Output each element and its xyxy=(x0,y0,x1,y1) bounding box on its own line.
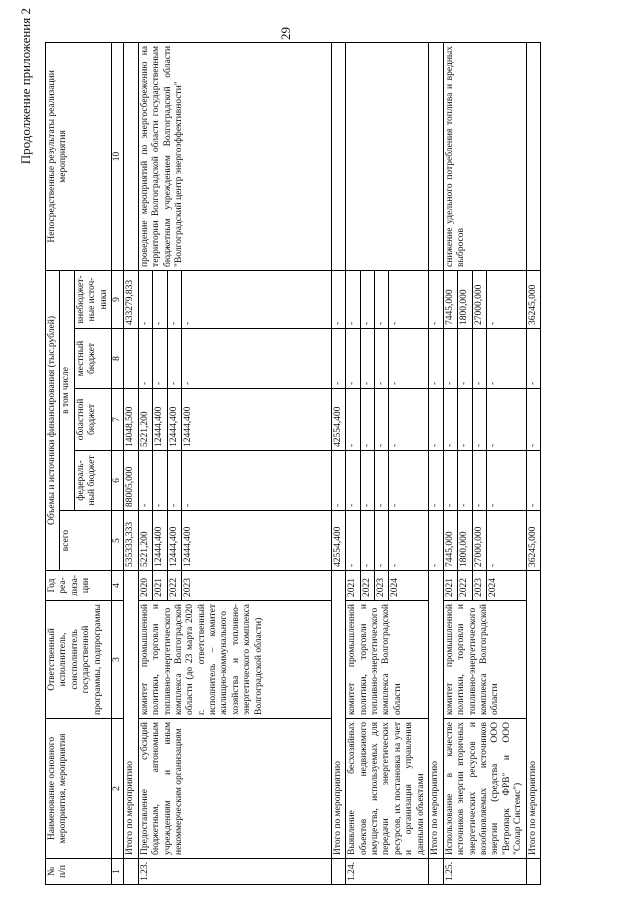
year-cell: 2023 xyxy=(181,571,331,601)
total-label: Итого по мероприятию xyxy=(429,571,443,859)
col-index: 2 xyxy=(111,719,123,859)
local-cell: - xyxy=(458,329,472,389)
header-num: № п/п xyxy=(46,859,112,885)
total-cell: - xyxy=(360,511,374,571)
regional-cell: 14048,500 xyxy=(124,389,138,451)
header-federal: федераль-ный бюджет xyxy=(74,451,111,511)
total-cell: 535333,333 xyxy=(124,511,138,571)
offbudget-cell: - xyxy=(153,270,167,328)
federal-cell: - xyxy=(487,451,527,511)
header-total: всего xyxy=(60,511,112,571)
local-cell: - xyxy=(443,329,457,389)
row-num: 1.25. xyxy=(443,859,526,885)
table-wrapper xyxy=(45,15,541,885)
total-cell: 12444,400 xyxy=(167,511,181,571)
offbudget-cell: - xyxy=(375,270,389,328)
offbudget-cell: 36245,000 xyxy=(527,270,541,328)
year-cell: 2021 xyxy=(346,571,360,601)
total-label: Итого по мероприятию xyxy=(331,571,345,859)
offbudget-cell: 27000,000 xyxy=(472,270,486,328)
total-cell: - xyxy=(375,511,389,571)
total-label: Итого по мероприятию xyxy=(124,571,138,859)
year-cell: 2021 xyxy=(153,571,167,601)
regional-cell: - xyxy=(458,389,472,451)
row-num: 1.24. xyxy=(346,859,429,885)
year-cell: 2022 xyxy=(360,571,374,601)
local-cell: - xyxy=(138,329,152,389)
measure-name: Использование в качестве источников энергии вторичных энергетических ресурсов и возобновляемых источников энергии (средства ООО "Ветропарк ФРВ" и ООО "Солар Системс") xyxy=(443,719,526,859)
federal-cell: - xyxy=(375,451,389,511)
header-results: Непосредственные результаты реализации мероприятия xyxy=(46,42,112,270)
offbudget-cell: - xyxy=(167,270,181,328)
total-cell: - xyxy=(487,511,527,571)
col-index: 4 xyxy=(111,571,123,601)
federal-cell: - xyxy=(167,451,181,511)
offbudget-cell: 433279,833 xyxy=(124,270,138,328)
total-cell: 12444,400 xyxy=(153,511,167,571)
total-label: Итого по мероприятию xyxy=(527,571,541,859)
federal-cell: - xyxy=(331,451,345,511)
header-responsible: Ответственный исполнитель, соисполнитель государственной программы, подпрограммы xyxy=(46,601,112,719)
offbudget-cell: - xyxy=(429,270,443,328)
col-index: 6 xyxy=(111,451,123,511)
continuation-caption: Продолжение приложения 2 xyxy=(18,8,33,165)
offbudget-cell: - xyxy=(331,270,345,328)
year-cell: 2020 xyxy=(138,571,152,601)
federal-cell: - xyxy=(429,451,443,511)
federal-cell: - xyxy=(472,451,486,511)
regional-cell: - xyxy=(487,389,527,451)
year-cell: 2024 xyxy=(389,571,429,601)
federal-cell: - xyxy=(527,451,541,511)
responsible-cell: комитет промышленной политики, торговли и топливно-энергетического комплекса Волгоградской области xyxy=(443,601,526,719)
col-index: 5 xyxy=(111,511,123,571)
total-cell: - xyxy=(389,511,429,571)
regional-cell: - xyxy=(429,389,443,451)
result-cell: снижение удельного потребления топлива и вредных выбросов xyxy=(443,42,526,270)
table-row xyxy=(331,42,345,884)
offbudget-cell: 1800,000 xyxy=(458,270,472,328)
col-index: 8 xyxy=(111,329,123,389)
total-cell: 5221,200 xyxy=(138,511,152,571)
table-row xyxy=(138,42,152,884)
col-index: 10 xyxy=(111,42,123,270)
year-cell: 2022 xyxy=(167,571,181,601)
header-name: Наименование основного мероприятия, мероприятия xyxy=(46,719,112,859)
regional-cell: - xyxy=(346,389,360,451)
funding-table xyxy=(45,42,541,885)
total-cell: - xyxy=(346,511,360,571)
header-including: в том числе xyxy=(60,270,74,510)
table-row xyxy=(527,42,541,884)
col-index: 9 xyxy=(111,270,123,328)
offbudget-cell: 7445,000 xyxy=(443,270,457,328)
regional-cell: - xyxy=(389,389,429,451)
total-cell: 1800,000 xyxy=(458,511,472,571)
federal-cell: - xyxy=(181,451,331,511)
local-cell: - xyxy=(331,329,345,389)
offbudget-cell: - xyxy=(346,270,360,328)
offbudget-cell: - xyxy=(138,270,152,328)
col-index: 3 xyxy=(111,601,123,719)
header-local: местный бюджет xyxy=(74,329,111,389)
offbudget-cell: - xyxy=(487,270,527,328)
total-cell: - xyxy=(429,511,443,571)
local-cell: - xyxy=(346,329,360,389)
header-funding: Объемы и источники финансирования (тыс.рублей) xyxy=(46,270,60,570)
regional-cell: 12444,400 xyxy=(153,389,167,451)
offbudget-cell: - xyxy=(389,270,429,328)
local-cell: - xyxy=(167,329,181,389)
local-cell: - xyxy=(181,329,331,389)
local-cell: - xyxy=(429,329,443,389)
col-index: 1 xyxy=(111,859,123,885)
local-cell: - xyxy=(153,329,167,389)
regional-cell: 12444,400 xyxy=(167,389,181,451)
result-cell xyxy=(346,42,429,270)
federal-cell: - xyxy=(360,451,374,511)
local-cell xyxy=(124,329,138,389)
measure-name: Предоставление субсидий бюджетным, автономным учреждениям и иным некоммерческим организациям xyxy=(138,719,331,859)
year-cell: 2024 xyxy=(487,571,527,601)
result-cell: проведение мероприятий по энергосбережению на территории Волгоградской области государственным бюджетным учреждением Волгоградской области "Волгоградский центр энергоэффективности" xyxy=(138,42,331,270)
local-cell: - xyxy=(487,329,527,389)
total-cell: 27000,000 xyxy=(472,511,486,571)
federal-cell: - xyxy=(138,451,152,511)
federal-cell: - xyxy=(346,451,360,511)
federal-cell: - xyxy=(443,451,457,511)
local-cell: - xyxy=(527,329,541,389)
federal-cell: - xyxy=(153,451,167,511)
table-row xyxy=(124,42,138,884)
header-year: Год реа-лиза-ции xyxy=(46,571,112,601)
offbudget-cell: - xyxy=(181,270,331,328)
row-num: 1.23. xyxy=(138,859,331,885)
federal-cell: - xyxy=(389,451,429,511)
federal-cell: 88005,000 xyxy=(124,451,138,511)
responsible-cell: комитет промышленной политики, торговли и топливно-энергетического комплекса Волгоградской области (до 23 марта 2020 г. ответственный исполнитель – комитет жилищно-коммунального хозяйства и топливно-энергетического комплекса Волгоградской области) xyxy=(138,601,331,719)
regional-cell: - xyxy=(527,389,541,451)
measure-name: Выявление бесхозяйных объектов недвижимого имущества, используемых для передачи энергетических ресурсов, их постановка на учет и организация управления данными объектами xyxy=(346,719,429,859)
total-cell: 7445,000 xyxy=(443,511,457,571)
responsible-cell: комитет промышленной политики, торговли и топливно-энергетического комплекса Волгоградской области xyxy=(346,601,429,719)
total-cell: 12444,400 xyxy=(181,511,331,571)
offbudget-cell: - xyxy=(360,270,374,328)
regional-cell: - xyxy=(375,389,389,451)
local-cell: - xyxy=(360,329,374,389)
local-cell: - xyxy=(375,329,389,389)
regional-cell: 5221,200 xyxy=(138,389,152,451)
federal-cell: - xyxy=(458,451,472,511)
regional-cell: 42554,400 xyxy=(331,389,345,451)
table-row xyxy=(443,42,457,884)
page-number: 29 xyxy=(278,27,293,40)
local-cell: - xyxy=(389,329,429,389)
table-row xyxy=(429,42,443,884)
header-offbudget: внебюджет-ные источ-ники xyxy=(74,270,111,328)
header-regional: областной бюджет xyxy=(74,389,111,451)
year-cell: 2021 xyxy=(443,571,457,601)
table-row xyxy=(346,42,360,884)
regional-cell: - xyxy=(360,389,374,451)
total-cell: 42554,400 xyxy=(331,511,345,571)
regional-cell: - xyxy=(472,389,486,451)
year-cell: 2022 xyxy=(458,571,472,601)
year-cell: 2023 xyxy=(472,571,486,601)
regional-cell: - xyxy=(443,389,457,451)
regional-cell: 12444,400 xyxy=(181,389,331,451)
total-cell: 36245,000 xyxy=(527,511,541,571)
year-cell: 2023 xyxy=(375,571,389,601)
col-index: 7 xyxy=(111,389,123,451)
local-cell: - xyxy=(472,329,486,389)
